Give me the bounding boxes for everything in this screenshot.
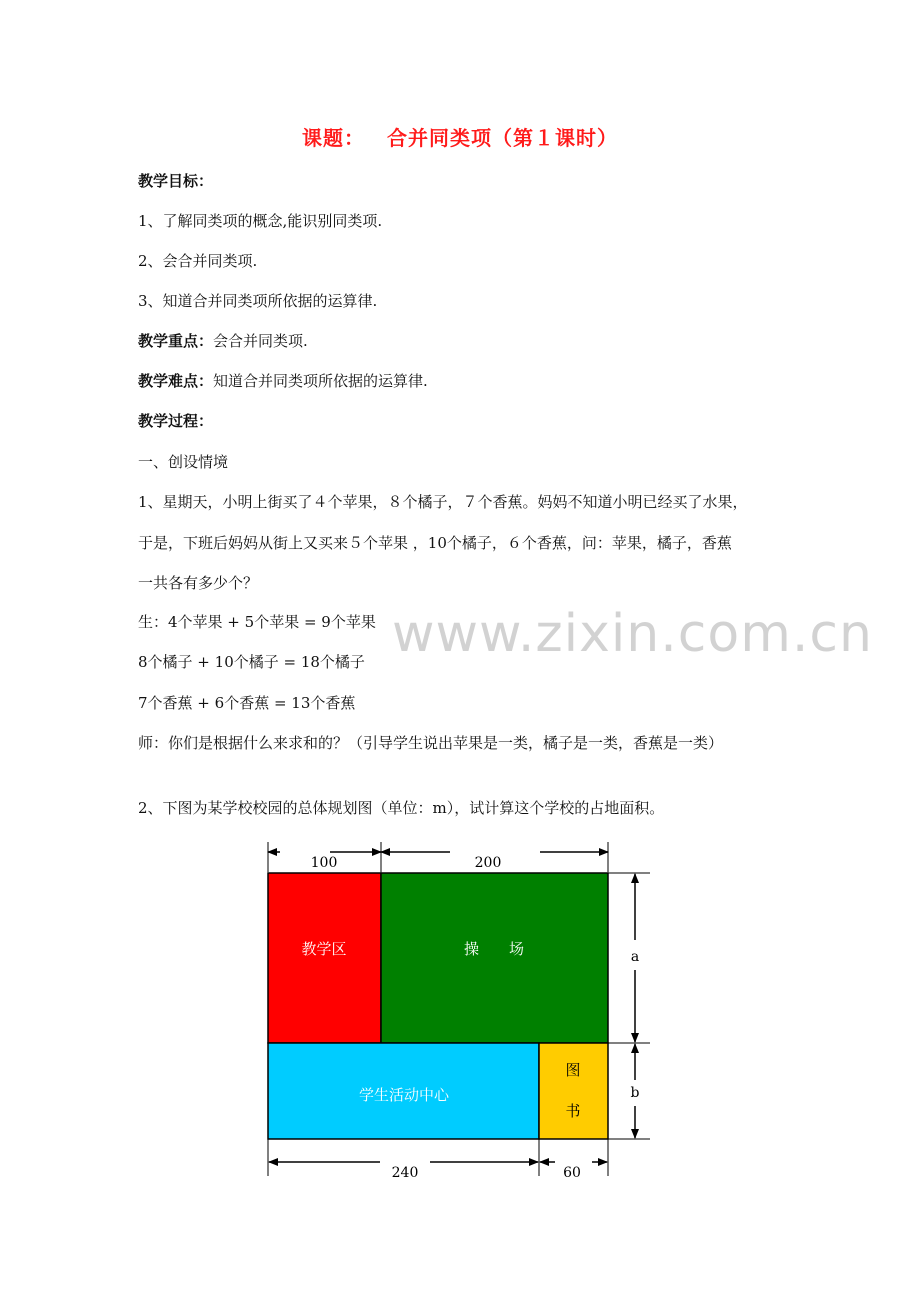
zone-teaching-label: 教学区 xyxy=(301,940,347,958)
problem1-line: 一共各有多少个？ xyxy=(138,574,259,592)
objective-item: 2、会合并同类项. xyxy=(138,252,258,270)
dim-label-100: 100 xyxy=(310,855,338,871)
dim-label-b: b xyxy=(630,1085,640,1101)
dim-label-200: 200 xyxy=(474,855,502,871)
campus-plan-diagram xyxy=(250,830,670,1180)
zone-library-label-top: 图 xyxy=(565,1061,581,1079)
student-answer: 7个香蕉 + 6个香蕉 = 13个香蕉 xyxy=(138,694,356,712)
problem1-line: 1、星期天，小明上街买了４个苹果，８个橘子，７个香蕉。妈妈不知道小明已经买了水果， xyxy=(138,493,748,511)
objectives-heading: 教学目标： xyxy=(138,172,214,190)
zone-teaching xyxy=(268,873,381,1043)
difficulty-label: 教学难点： xyxy=(138,372,214,390)
process-heading: 教学过程： xyxy=(138,412,214,430)
title-main: 合并同类项（第１课时） xyxy=(387,126,618,150)
title-prefix: 课题： xyxy=(302,126,365,150)
problem2-text: 2、下图为某学校校园的总体规划图（单位：m），试计算这个学校的占地面积。 xyxy=(138,799,665,817)
difficulty-text: 知道合并同类项所依据的运算律. xyxy=(213,372,428,390)
dim-label-a: a xyxy=(630,949,640,965)
zone-library-label-bottom: 书 xyxy=(565,1102,581,1120)
key-point xyxy=(138,331,798,351)
key-point-label: 教学重点： xyxy=(138,332,214,350)
watermark: www.zixin.com.cn xyxy=(392,604,873,664)
student-answer: 生：4个苹果 + 5个苹果 = 9个苹果 xyxy=(138,613,376,631)
zone-playground-label: 操 场 xyxy=(463,940,525,958)
problem1-line: 于是，下班后妈妈从街上又买来５个苹果 ，10个橘子，６个香蕉，问：苹果，橘子，香蕉 xyxy=(138,534,732,552)
teacher-question: 师：你们是根据什么来求和的？（引导学生说出苹果是一类，橘子是一类，香蕉是一类） xyxy=(138,734,724,752)
objective-item: 3、知道合并同类项所依据的运算律. xyxy=(138,292,378,310)
zone-library xyxy=(539,1043,608,1139)
dim-label-240: 240 xyxy=(391,1165,419,1180)
objective-item: 1、了解同类项的概念,能识别同类项. xyxy=(138,212,383,230)
lesson-title xyxy=(0,122,920,151)
difficulty xyxy=(138,371,798,391)
key-point-text: 会合并同类项. xyxy=(213,332,308,350)
zone-activity-label: 学生活动中心 xyxy=(358,1086,450,1104)
section-heading: 一、创设情境 xyxy=(138,453,229,471)
zone-playground xyxy=(381,873,608,1043)
dim-label-60: 60 xyxy=(563,1165,581,1180)
student-answer: 8个橘子 + 10个橘子 = 18个橘子 xyxy=(138,653,365,671)
